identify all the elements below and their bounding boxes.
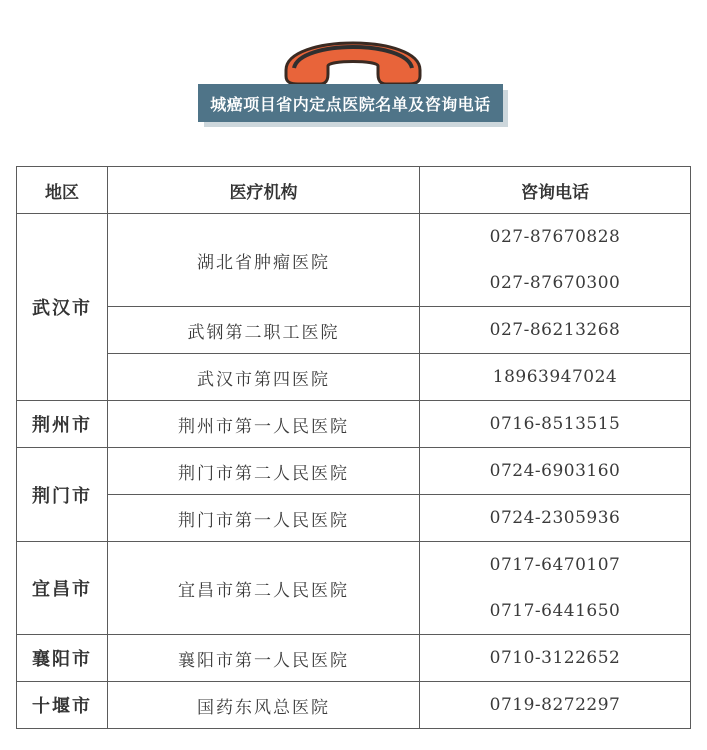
institution-cell: 荆州市第一人民医院 [108, 401, 420, 448]
phone-number: 0717-6441650 [489, 601, 621, 621]
phone-cell: 0719-8272297 [420, 682, 691, 729]
institution-cell: 国药东风总医院 [108, 682, 420, 729]
table-row [17, 354, 691, 401]
region-cell: 宜昌市 [17, 542, 108, 635]
header-region: 地区 [17, 167, 108, 214]
institution-cell: 荆门市第二人民医院 [108, 448, 420, 495]
table-row [17, 495, 691, 542]
phone-number: 027-87670828 [489, 227, 621, 247]
phone-number: 027-87670300 [489, 273, 621, 293]
hospital-table [16, 166, 691, 729]
phone-cell: 0724-6903160 [420, 448, 691, 495]
region-cell: 武汉市 [17, 214, 108, 401]
region-cell: 荆州市 [17, 401, 108, 448]
phone-cell: 0724-2305936 [420, 495, 691, 542]
region-cell: 襄阳市 [17, 635, 108, 682]
title-banner [198, 84, 503, 122]
header-phone: 咨询电话 [420, 167, 691, 214]
table-row [17, 214, 691, 307]
institution-cell: 湖北省肿瘤医院 [108, 214, 420, 307]
institution-cell: 武钢第二职工医院 [108, 307, 420, 354]
phone-cell [420, 214, 691, 307]
phone-cell [420, 542, 691, 635]
institution-cell: 荆门市第一人民医院 [108, 495, 420, 542]
table-row [17, 542, 691, 635]
institution-cell: 武汉市第四医院 [108, 354, 420, 401]
phone-cell: 0716-8513515 [420, 401, 691, 448]
table-row [17, 401, 691, 448]
table-row [17, 635, 691, 682]
institution-cell: 宜昌市第二人民医院 [108, 542, 420, 635]
phone-cell: 18963947024 [420, 354, 691, 401]
phone-number: 0717-6470107 [489, 555, 621, 575]
region-cell: 十堰市 [17, 682, 108, 729]
phone-cell: 027-86213268 [420, 307, 691, 354]
table-row [17, 307, 691, 354]
telephone-handset-icon [280, 24, 426, 84]
table-row [17, 448, 691, 495]
page-title: 城癌项目省内定点医院名单及咨询电话 [210, 94, 491, 114]
table-row [17, 682, 691, 729]
phone-cell: 0710-3122652 [420, 635, 691, 682]
region-cell: 荆门市 [17, 448, 108, 542]
header-institution: 医疗机构 [108, 167, 420, 214]
institution-cell: 襄阳市第一人民医院 [108, 635, 420, 682]
